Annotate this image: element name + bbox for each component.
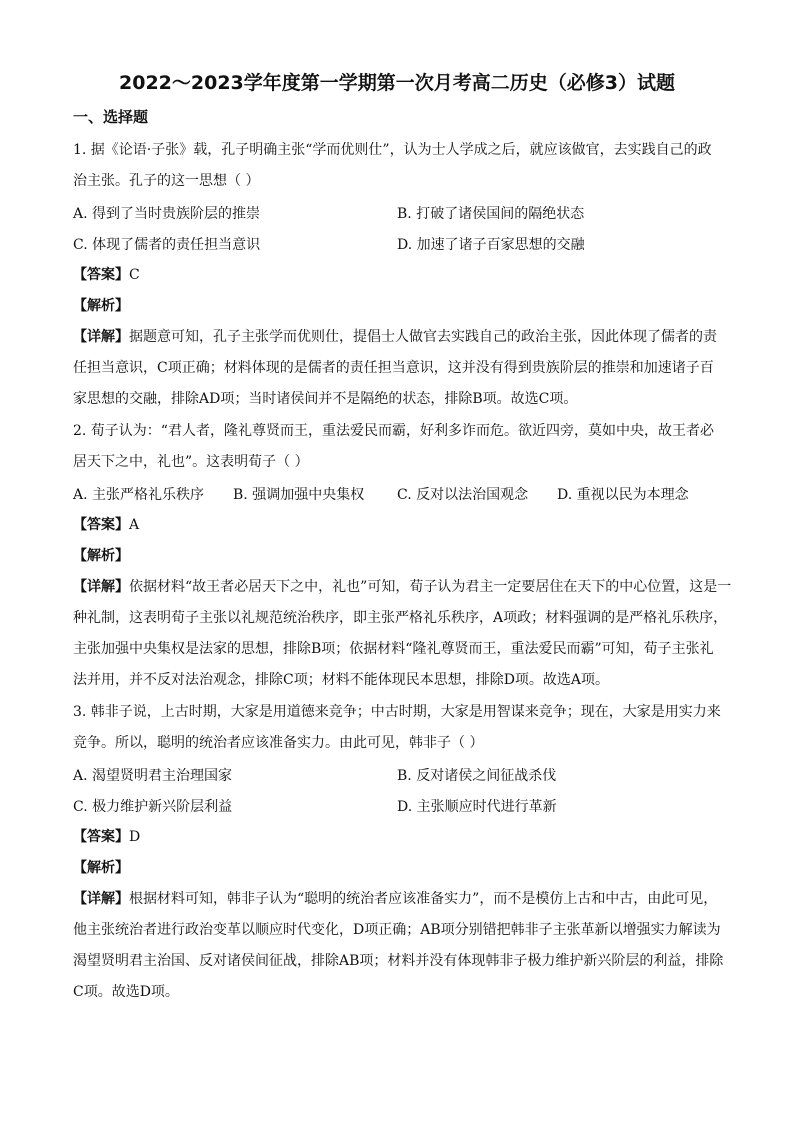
q1-option-c: C. 体现了儒者的责任担当意识 (73, 237, 261, 253)
q2-analysis-tag: 【解析】 (73, 548, 129, 564)
q2-answer (73, 515, 733, 535)
q3-detail-line-4: C项。故选D项。 (73, 984, 179, 1000)
q1-detail-line-3: 家思想的交融，排除AD项；当时诸侯间并不是隔绝的状态，排除B项。故选C项。 (73, 391, 578, 407)
q3-detail-text-1: 根据材料可知，韩非子认为“聪明的统治者应该准备实力”，而不是模仿上古和中古，由此可见， (129, 891, 718, 907)
q2-detail-line-2: 种礼制，这表明荀子主张以礼规范统治秩序，即主张严格礼乐秩序，A项政；材料强调的是严格礼乐秩序， (73, 610, 728, 626)
q2-stem-line-2: 居天下之中，礼也”。这表明荀子（ ） (73, 454, 309, 470)
q3-option-a: A. 渴望贤明君主治理国家 (73, 768, 233, 784)
q2-detail-text-1: 依据材料“故王者必居天下之中，礼也”可知，荀子认为君主一定要居住在天下的中心位置，这是一 (129, 579, 732, 595)
q3-answer (73, 827, 733, 847)
q1-stem-line-2: 治主张。孔子的这一思想（ ） (73, 173, 260, 189)
q2-option-b: B. 强调加强中央集权 (233, 487, 365, 503)
q1-detail-line-2: 任担当意识，C项正确；材料体现的是儒者的责任担当意识，这并没有得到贵族阶层的推崇和加速诸子百 (73, 360, 714, 376)
q3-option-c: C. 极力维护新兴阶层利益 (73, 799, 233, 815)
q2-option-c: C. 反对以法治国观念 (397, 487, 529, 503)
q3-option-b: B. 反对诸侯之间征战杀伐 (397, 768, 557, 784)
exam-title: 2022～2023学年度第一学期第一次月考高二历史（必修3）试题 (119, 72, 675, 94)
q3-detail-tag: 【详解】 (73, 891, 129, 907)
q3-detail-line-3: 渴望贤明君主治国、反对诸侯间征战，排除AB项；材料并没有体现韩非子极力维护新兴阶层的利益，排除 (73, 953, 724, 969)
q1-option-a: A. 得到了当时贵族阶层的推崇 (73, 206, 261, 222)
q3-stem-line-1: 3. 韩非子说，上古时期，大家是用道德来竞争；中古时期，大家是用智谋来竞争；现在，大家是用实力来 (73, 704, 721, 720)
q3-detail-line-2: 他主张统治者进行政治变革以顺应时代变化，D项正确；AB项分别错把韩非子主张革新以增强实力解读为 (73, 922, 721, 938)
q2-option-a: A. 主张严格礼乐秩序 (73, 487, 205, 503)
q1-option-b: B. 打破了诸侯国间的隔绝状态 (397, 206, 585, 222)
q2-stem-line-1: 2. 荀子认为：“君人者，隆礼尊贤而王，重法爱民而霸，好利多诈而危。欲近四旁，莫如中央，故王者必 (73, 423, 714, 439)
q1-answer (73, 265, 733, 285)
q2-detail-line-1 (73, 577, 733, 597)
q1-stem-line-1: 1. 据《论语·子张》载，孔子明确主张“学而优则仕”，认为士人学成之后，就应该做官，去实践自己的政 (73, 142, 712, 158)
q3-detail-line-1 (73, 889, 733, 909)
q3-answer-tag: 【答案】 (73, 829, 129, 845)
q3-analysis-tag: 【解析】 (73, 860, 129, 876)
q1-detail-line-1 (73, 327, 733, 347)
section-heading: 一、选择题 (73, 108, 149, 126)
q2-option-d: D. 重视以民为本理念 (557, 487, 689, 503)
q1-option-d: D. 加速了诸子百家思想的交融 (397, 237, 585, 253)
q2-detail-tag: 【详解】 (73, 579, 129, 595)
q3-stem-line-2: 竞争。所以，聪明的统治者应该准备实力。由此可见，韩非子（ ） (73, 735, 484, 751)
q3-answer-value: D (129, 829, 141, 845)
q1-answer-tag: 【答案】 (73, 267, 129, 283)
q2-detail-line-3: 主张加强中央集权是法家的思想，排除B项；依据材料“隆礼尊贤而王，重法爱民而霸”可知，荀子主张礼 (73, 641, 714, 657)
q2-detail-line-4: 法并用，并不反对法治观念，排除C项；材料不能体现民本思想，排除D项。故选A项。 (73, 672, 610, 688)
q1-detail-text-1: 据题意可知，孔子主张学而优则仕，提倡士人做官去实践自己的政治主张，因此体现了儒者的责 (129, 329, 717, 345)
q1-detail-tag: 【详解】 (73, 329, 129, 345)
q1-answer-value: C (129, 267, 140, 283)
q2-answer-tag: 【答案】 (73, 517, 129, 533)
q3-option-d: D. 主张顺应时代进行革新 (397, 799, 557, 815)
q2-answer-value: A (129, 517, 140, 533)
q1-analysis-tag: 【解析】 (73, 298, 129, 314)
